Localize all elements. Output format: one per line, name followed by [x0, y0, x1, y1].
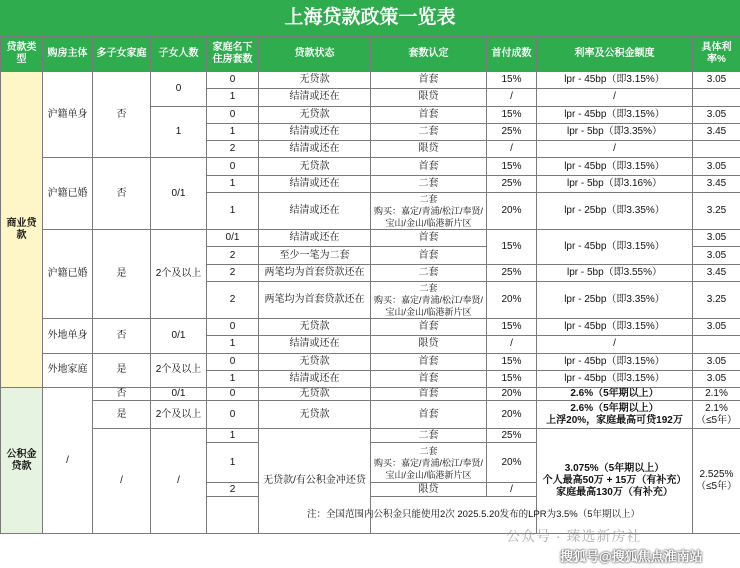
houses-cell: 2: [207, 483, 259, 497]
children-cell: 0: [151, 72, 207, 107]
multi-cell: 是: [93, 230, 151, 319]
rate-cell: lpr - 45bp（即3.15%）: [537, 230, 693, 265]
houses-cell: 2: [207, 141, 259, 158]
houses-cell: 2: [207, 247, 259, 264]
table-row: [1, 158, 740, 175]
value-cell: 3.05: [693, 106, 740, 123]
subject-cell: 外地单身: [43, 318, 93, 353]
rate-cell: lpr - 45bp（即3.15%）: [537, 370, 693, 387]
children-cell: 1: [151, 106, 207, 158]
set-cell: 首套: [371, 388, 487, 401]
rate-cell: lpr - 45bp（即3.15%）: [537, 72, 693, 89]
down-cell: 15%: [487, 353, 537, 370]
set-cell: 限贷: [371, 141, 487, 158]
set-cell: 二套 购买：嘉定/青浦/松江/奉贤/宝山/金山/临港新片区: [371, 193, 487, 230]
rate-cell: lpr - 45bp（即3.15%）: [537, 158, 693, 175]
rate-cell: lpr - 45bp（即3.15%）: [537, 318, 693, 335]
children-cell: 0/1: [151, 158, 207, 230]
set-cell: 二套: [371, 123, 487, 140]
table-row: [1, 401, 740, 429]
status-cell: 无贷款: [259, 353, 371, 370]
policy-table: [0, 36, 740, 534]
houses-cell: 1: [207, 89, 259, 106]
down-cell: 25%: [487, 429, 537, 443]
rate-cell: lpr - 45bp（即3.15%）: [537, 353, 693, 370]
houses-cell: 1: [207, 193, 259, 230]
children-cell: 0/1: [151, 318, 207, 353]
status-cell: 结清或还在: [259, 230, 371, 247]
multi-cell: 否: [93, 158, 151, 230]
status-cell: 无贷款: [259, 106, 371, 123]
watermark-wechat: 公众号 · 臻选新房社: [506, 528, 642, 544]
houses-cell: 0: [207, 106, 259, 123]
rate-cell: lpr - 45bp（即3.15%）: [537, 106, 693, 123]
subject-cell: 外地家庭: [43, 353, 93, 388]
table-row: [1, 318, 740, 335]
table-row: [1, 353, 740, 370]
value-cell: [693, 401, 740, 429]
down-cell: 15%: [487, 158, 537, 175]
down-cell: /: [487, 336, 537, 353]
set-cell: 二套 购买：嘉定/青浦/松江/奉贤/宝山/金山/临港新片区: [371, 443, 487, 483]
houses-cell: 1: [207, 123, 259, 140]
value-cell: [693, 141, 740, 158]
down-cell: 20%: [487, 193, 537, 230]
rate-line-3: 家庭最高130万（有补充）: [556, 487, 673, 499]
rate-cell: lpr - 25bp（即3.35%）: [537, 281, 693, 318]
header-rate: 利率及公积金额度: [537, 37, 693, 72]
multi-cell: 是: [93, 353, 151, 388]
set-cell: 首套: [371, 353, 487, 370]
value-cell: 3.25: [693, 193, 740, 230]
down-cell: /: [487, 483, 537, 497]
set-cell: 首套: [371, 247, 487, 264]
rate-cell: lpr - 5bp（即3.55%）: [537, 264, 693, 281]
header-houses: 家庭名下住房套数: [207, 37, 259, 72]
set-cell: 首套: [371, 158, 487, 175]
status-cell: 两笔均为首套贷款还在: [259, 281, 371, 318]
houses-cell: 2: [207, 281, 259, 318]
down-cell: 20%: [487, 401, 537, 429]
children-cell: 2个及以上: [151, 353, 207, 388]
value-cell: 3.05: [693, 318, 740, 335]
set-cell: 限贷: [371, 483, 487, 497]
down-cell: 25%: [487, 123, 537, 140]
houses-cell: 1: [207, 443, 259, 483]
houses-cell: 0: [207, 388, 259, 401]
header-set: 套数认定: [371, 37, 487, 72]
rate-cell: [537, 401, 693, 429]
down-cell: 25%: [487, 264, 537, 281]
subject-cell: 沪籍已婚: [43, 230, 93, 319]
rate-cell: lpr - 5bp（即3.35%）: [537, 123, 693, 140]
value-cell: 3.05: [693, 72, 740, 89]
set-cell: 首套: [371, 230, 487, 247]
value-cell: 3.05: [693, 353, 740, 370]
subject-cell: 沪籍已婚: [43, 158, 93, 230]
subject-cell: 沪籍单身: [43, 72, 93, 158]
page-title: 上海贷款政策一览表: [0, 0, 740, 36]
multi-cell: 是: [93, 401, 151, 429]
down-cell: 25%: [487, 175, 537, 192]
children-cell: 2个及以上: [151, 401, 207, 429]
set-cell: 二套: [371, 264, 487, 281]
houses-cell: 0: [207, 158, 259, 175]
status-cell: 两笔均为首套贷款还在: [259, 264, 371, 281]
value-cell: 3.45: [693, 123, 740, 140]
value-cell: 2.1%: [693, 388, 740, 401]
status-cell: 无贷款: [259, 72, 371, 89]
status-cell: 结清或还在: [259, 370, 371, 387]
header-children: 子女人数: [151, 37, 207, 72]
category-fund: 公积金贷款: [1, 388, 43, 534]
houses-cell: 1: [207, 370, 259, 387]
header-value: 具体利率%: [693, 37, 740, 72]
value-cell: 3.25: [693, 281, 740, 318]
houses-cell: 0/1: [207, 230, 259, 247]
table-row: [1, 72, 740, 89]
multi-cell: 否: [93, 388, 151, 401]
set-cell: 限贷: [371, 336, 487, 353]
rate-line-2: 上浮20%，家庭最高可贷192万: [546, 414, 683, 426]
children-cell: 2个及以上: [151, 230, 207, 319]
rate-cell: lpr - 25bp（即3.35%）: [537, 193, 693, 230]
rate-line-1: 3.075%（5年期以上）: [564, 463, 665, 475]
houses-cell: 1: [207, 336, 259, 353]
set-cell: 二套: [371, 429, 487, 443]
rate-cell: /: [537, 89, 693, 106]
category-biz: 商业贷款: [1, 72, 43, 388]
value-cell: 3.05: [693, 370, 740, 387]
status-cell: 无贷款/有公积金冲还贷: [259, 429, 371, 534]
status-cell: 结清或还在: [259, 141, 371, 158]
value-cell: 3.05: [693, 230, 740, 247]
down-cell: 15%: [487, 72, 537, 89]
down-cell: 20%: [487, 388, 537, 401]
value-cell: 3.45: [693, 175, 740, 192]
status-cell: 结清或还在: [259, 193, 371, 230]
value-cell: 3.05: [693, 247, 740, 264]
houses-cell: 2: [207, 264, 259, 281]
value-line-2: （≤5年）: [695, 414, 738, 426]
status-cell: 无贷款: [259, 388, 371, 401]
set-cell: 二套: [371, 175, 487, 192]
header-buyer: 购房主体: [43, 37, 93, 72]
multi-cell: 否: [93, 72, 151, 158]
down-cell: 20%: [487, 281, 537, 318]
set-cell: 首套: [371, 318, 487, 335]
status-cell: 结清或还在: [259, 89, 371, 106]
houses-cell: 0: [207, 72, 259, 89]
value-line-2: （≤5年）: [695, 481, 738, 493]
down-cell: /: [487, 89, 537, 106]
children-cell: 0/1: [151, 388, 207, 401]
multi-cell: 否: [93, 318, 151, 353]
rate-line-2: 个人最高50万 + 15万（有补充）: [542, 475, 687, 487]
set-cell: 二套 购买：嘉定/青浦/松江/奉贤/宝山/金山/临港新片区: [371, 281, 487, 318]
status-cell: 无贷款: [259, 318, 371, 335]
header-row: [1, 37, 740, 72]
houses-cell: 1: [207, 429, 259, 443]
down-cell: 15%: [487, 230, 537, 265]
table-row: [1, 230, 740, 247]
status-cell: 至少一笔为二套: [259, 247, 371, 264]
down-cell: /: [487, 141, 537, 158]
status-cell: 结清或还在: [259, 336, 371, 353]
header-loan-status: 贷款状态: [259, 37, 371, 72]
note-text: 注：全国范围内公积金只能使用2次 2025.5.20发布的LPR为3.5%（5年期以上）: [207, 497, 740, 534]
rate-cell: lpr - 5bp（即3.16%）: [537, 175, 693, 192]
rate-cell: /: [537, 336, 693, 353]
value-cell: 3.45: [693, 264, 740, 281]
houses-cell: 1: [207, 175, 259, 192]
header-down: 首付成数: [487, 37, 537, 72]
rate-cell: 2.6%（5年期以上）: [537, 388, 693, 401]
set-cell: 首套: [371, 401, 487, 429]
header-loan-type: 贷款类型: [1, 37, 43, 72]
down-cell: 15%: [487, 370, 537, 387]
status-cell: 结清或还在: [259, 175, 371, 192]
value-cell: [693, 89, 740, 106]
value-line-1: 2.1%: [705, 402, 728, 414]
table-row: [1, 388, 740, 401]
houses-cell: 0: [207, 353, 259, 370]
set-cell: 首套: [371, 72, 487, 89]
value-line-1: 2.525%: [699, 469, 734, 481]
table-row: [1, 429, 740, 443]
rate-line-1: 2.6%（5年期以上）: [570, 402, 659, 414]
subject-cell: /: [43, 388, 93, 534]
rate-cell: /: [537, 141, 693, 158]
down-cell: 20%: [487, 443, 537, 483]
set-cell: 首套: [371, 106, 487, 123]
set-cell: 限贷: [371, 89, 487, 106]
status-cell: 无贷款: [259, 158, 371, 175]
status-cell: 无贷款: [259, 401, 371, 429]
down-cell: 15%: [487, 106, 537, 123]
houses-cell: 0: [207, 401, 259, 429]
watermark-sohu: 搜狐号@搜狐焦点淮南站: [560, 549, 703, 564]
status-cell: 结清或还在: [259, 123, 371, 140]
children-cell: /: [151, 429, 207, 534]
value-cell: [693, 336, 740, 353]
multi-cell: /: [93, 429, 151, 534]
down-cell: 15%: [487, 318, 537, 335]
value-cell: 3.05: [693, 158, 740, 175]
set-cell: 首套: [371, 370, 487, 387]
header-multi-child: 多子女家庭: [93, 37, 151, 72]
houses-cell: 0: [207, 318, 259, 335]
